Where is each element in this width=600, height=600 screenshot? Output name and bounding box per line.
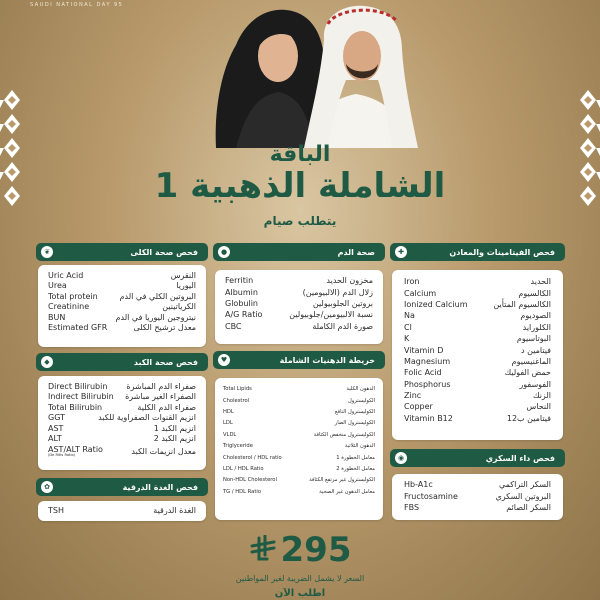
lipids-title: خريطة الدهنيات الشاملة <box>279 355 375 365</box>
list-item: ALT انزيم الكبد 2 <box>48 434 196 444</box>
diabetes-title: فحص داء السكري <box>485 453 555 463</box>
list-item: TG / HDL Ratio معامل الدهون غير الصحية <box>223 488 375 495</box>
list-item: AST انزيم الكبد 1 <box>48 423 196 433</box>
pills-icon: ✚ <box>395 246 407 258</box>
fasting-required: يتطلب صيام <box>263 214 337 228</box>
list-item: Na الصوديوم <box>404 311 551 321</box>
lipids-card <box>215 378 383 520</box>
list-item: Total Lipids الدهون الكلية <box>223 386 375 393</box>
list-item: Globulin بروتين الجلوبيولين <box>225 298 373 308</box>
heart-icon: ♥ <box>218 354 230 366</box>
kidney-title: فحص صحة الكلى <box>130 247 198 257</box>
diamond-pattern-right <box>576 88 600 218</box>
list-item: Indirect Bilirubin الصفراء الغير مباشرة <box>48 392 196 402</box>
list-item: Triglyceride الدهون الثلاثية <box>223 443 375 450</box>
diabetes-header[interactable] <box>390 449 565 467</box>
list-item: K البوتاسيوم <box>404 334 551 344</box>
price-amount: 295 <box>280 530 352 570</box>
list-item: FBS السكر الصائم <box>404 502 551 512</box>
list-item: Creatinine الكرياتينين <box>48 302 196 312</box>
list-item: Hb-A1c السكر التراكمي <box>404 480 551 490</box>
list-item: GGT انزيم القنوات الصفراوية للكبد <box>48 413 196 423</box>
vitamins-card <box>392 270 563 440</box>
list-item: Non-HDL Cholesterol الكوليسترول غير مرتفع الكثافة <box>223 477 375 484</box>
liver-header[interactable] <box>36 353 208 371</box>
vitamins-title: فحص الفيتامينات والمعادن <box>449 247 555 257</box>
thyroid-card <box>38 501 206 521</box>
list-item: Zinc الزنك <box>404 391 551 401</box>
ratio-note: (De Ritis Ratio) <box>48 452 76 457</box>
list-item: Cholesterol / HDL ratio معامل الخطورة 1 <box>223 454 375 461</box>
list-item: Ionized Calcium الكالسيوم المتأين <box>404 299 551 309</box>
list-item: Uric Acid النقرس <box>48 270 196 280</box>
list-item: VLDL الكوليسترول منخفض الكثافة <box>223 431 375 438</box>
list-item: Phosphorus الفوسفور <box>404 379 551 389</box>
list-item: Total protein البروتين الكلي في الدم <box>48 291 196 301</box>
liver-title: فحص صحة الكبد <box>133 357 198 367</box>
kidney-card <box>38 265 206 347</box>
list-item: LDL الكوليسترول الضار <box>223 420 375 427</box>
list-item: Iron الحديد <box>404 277 551 287</box>
list-item: Cl الكلورايد <box>404 322 551 332</box>
list-item: TSH الغدة الدرقية <box>48 506 196 516</box>
list-item: Estimated GFR معدل ترشيح الكلى <box>48 323 196 333</box>
list-item: CBC صورة الدم الكاملة <box>225 321 373 331</box>
blood-drop-icon: ● <box>218 246 230 258</box>
list-item: Calcium الكالسيوم <box>404 288 551 298</box>
lipids-header[interactable] <box>213 351 385 369</box>
price-note: السعر لا يشمل الضريبة لغير المواطنين <box>235 574 365 583</box>
blood-title: صحة الدم <box>337 247 375 257</box>
thyroid-icon: ✿ <box>41 481 53 493</box>
list-item: BUN نيتروجين اليوريا في الدم <box>48 312 196 322</box>
list-item: HDL الكوليسترول النافع <box>223 408 375 415</box>
liver-icon: ◆ <box>41 356 53 368</box>
brand-tagline: SAUDI NATIONAL DAY 95 <box>30 2 124 8</box>
list-item: Direct Bilirubin صفراء الدم المباشرة <box>48 381 196 391</box>
list-item: Copper النحاس <box>404 402 551 412</box>
kidney-header[interactable] <box>36 243 208 261</box>
list-item: Cholestrol الكوليسترول <box>223 397 375 404</box>
price <box>240 530 360 570</box>
package-label: الباقة <box>269 142 331 167</box>
list-item: Magnesium الماغنيسيوم <box>404 356 551 366</box>
order-now[interactable]: اطلب الآن <box>274 588 326 599</box>
riyal-icon <box>249 535 279 565</box>
list-item: Vitamin B12 فيتامين ب12 <box>404 413 551 423</box>
liver-card <box>38 376 206 470</box>
diabetes-card <box>392 474 563 520</box>
list-item: Fructosamine البروتين السكري <box>404 491 551 501</box>
blood-header[interactable] <box>213 243 385 261</box>
list-item: Urea اليوريا <box>48 281 196 291</box>
people-illustration <box>196 0 422 148</box>
list-item: LDL / HDL Ratio معامل الخطورة 2 <box>223 465 375 472</box>
thyroid-header[interactable] <box>36 478 208 496</box>
list-item: Albumin زلال الدم (الالبيومين) <box>225 287 373 297</box>
diamond-pattern-left <box>0 88 24 218</box>
list-item: Vitamin D فيتامين د <box>404 345 551 355</box>
kidney-icon: ❦ <box>41 246 53 258</box>
page-title: الشاملة الذهبية 1 <box>154 166 446 206</box>
blood-card <box>215 270 383 344</box>
list-item: Folic Acid حمض الفوليك <box>404 368 551 378</box>
list-item: Total Bilirubin صفراء الدم الكلية <box>48 402 196 412</box>
list-item: AST/ALT Ratio (De Ritis Ratio) معدل انزيمات الكبد <box>48 444 196 457</box>
glucose-meter-icon: ◉ <box>395 452 407 464</box>
vitamins-header[interactable] <box>390 243 565 261</box>
list-item: Ferritin مخزون الحديد <box>225 276 373 286</box>
list-item: A/G Ratio نسبة الالبيومين/جلوبيولين <box>225 310 373 320</box>
thyroid-title: فحص الغدة الدرقية <box>122 482 198 492</box>
